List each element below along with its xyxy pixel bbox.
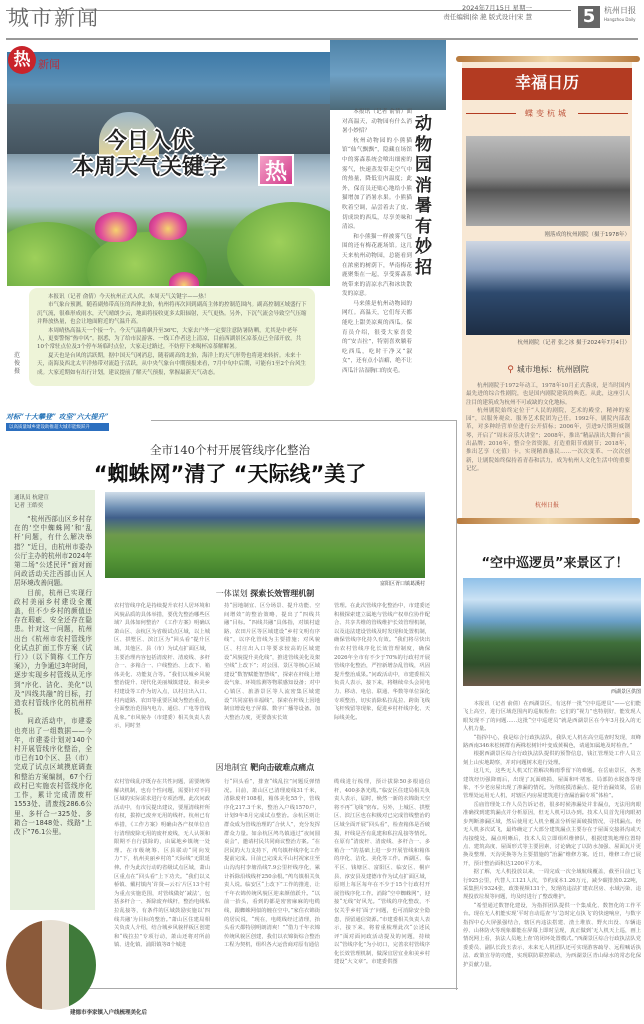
weather-paragraph: 市气象台预测，随着副热带高压的西伸北抬，杭州将再次回到副高主体的控制范围内。副高控制区域盛行下沉气流，很难形成雨水，天气晴朗少云，地面将接收更多太阳辐射，天气更热。另外，下沉气流会导致空气压缩并释放热量，也会让地面附近的气温升高。 [37,302,307,326]
hero-headline [44,129,254,181]
section-title: 城市新闻 [8,6,100,30]
drone-paragraph: 据了解，无人机投放以来，一周完成一次全域航线覆盖，截至目前已飞行925公里，代替人工121人次，节约成本1.26万元，减少碳排放0.22吨，采集照片9324张，政策视频131个，发现的违法扩建农居房、水域污染、违规投放垃圾等问题，均及时进行了整改维护。 [463,869,641,901]
drone-headline: “空中巡逻员”来景区了！ [481,556,629,571]
article-kicker: 全市140个村开展管线序化整治 [150,443,310,457]
hot-news-label: 新闻 [38,58,60,71]
drone-paragraph: 本报讯（记者 俞倩）在西湖景区，有这样一批“空中巡逻员”——它们能飞上高空，进行区域范围内的巡航检查；它们的“视力”也特别好，能发现人眼发现不了的问题……这批“空中巡逻员”就是西湖景区在今年3月投入的无人机力量。 [463,701,641,733]
landscape-caption: 富阳区胥口镇葛溪村 [379,581,425,587]
sidebar-paragraph: 目前，杭州已实现行政村美丽乡村建设全覆盖，但不少乡村的颜值还存在瑕疵、安全还存在隐患。针对这一问题，杭州出台《杭州市农村管线序化试点扩面工作方案（试行）》（以下简称《工作方案》），力争通过3年时间，逐步实现乡村管线从无序到“序化、洁化、美化”以及“四线共融”的目标，打造农村管线序化的杭州样板。 [14,588,92,717]
drone-paragraph: 岳庙管理处工作人员告诉记者，很多时候渗漏处并非漏点，无法用肉眼准确找到建筑漏点并分析原因，但无人机可以办到。技术人员首先用肉眼初步判断渗漏区域，然后使用无人机全覆盖分析屋面破损情况，寻找漏点。经无人机多次试飞，最终确定了大部分建筑漏点主要存在于屋面交接斜沟或天沟接缝处。漏点明晰后，技术人员立即组织维修队，根据建筑地理位置特点、建筑高度、屋面形式等主要因素，讨论确定了以防水加强、屋面瓦片更换及整理、天沟更换等为主要措施的“治漏”维修方案。近日，维修工作已展开，预计整治面积达1200平方米。 [463,801,641,867]
landscape-photo [105,492,425,578]
zoo-article [342,108,412,377]
drone-article [463,700,641,1020]
calendar-title: 幸福日历 [514,73,579,92]
zoo-headline: 动物园消暑有妙招 [415,114,432,278]
byline-correspondent: 通讯员 杭建宣 [14,495,49,501]
series-tag-subtitle: 以高质量城乡建设助推超大城市能级跃升 [6,423,109,431]
drone-paragraph: 根据西湖景区综合行政执法队提供的预警信息，钱江管理处工作人员立刻上山实地勘察，并对问题树木进行处理。 [463,751,641,766]
calendar-paragraph: 杭州剧院于1972年动工，1978年10月正式落成，是当时国内最先进的综合性剧院，也是国内剧院建筑的典范。从此，这座引人注目的建筑成为杭州不可或缺的文化地标。 [466,383,630,406]
subhead-2-prefix: 因地制宜 [215,763,248,772]
zoo-paragraph: 本报讯（记者 俞倩）面对高温天，动物园有什么消暑小妙招？ [342,109,412,135]
old-theater-photo [466,136,630,226]
lotus-flower [149,212,187,240]
hero-headline-line2: 本周天气关键字 [71,155,226,180]
lotus-flower [95,212,137,242]
circle-photo-village [6,920,96,1010]
subhead-1-prefix: 一体谋划 [215,589,248,598]
new-photo-caption: 杭州剧院（记者 张之冰 摄于2024年7月4日） [517,340,630,346]
article-frame-bottom [46,988,458,989]
circle-photo-caption: 建德市李家镇入户线梳理美化后 [70,1010,148,1016]
article-column: 农村管线序化是持续提升农村人居环境和风貌品质的具体举措，要优先整治哪些区域？具体如何整治？《工作方案》明确以萧山区、余杭区为省级试点区域，以上城区、拱墅区、滨江区为“回头看”提升区域，其他区、县（市）为试点扩面区域，主要治理内容包括清废杆、清废线、多杆合一、多箱合一、户线整治、上改下、箱体美化、功能复合等。“我们以城乡风貌整治提升、现代化美丽城镇建设、和美乡村建设等工作为切入点，以村庄出入口、村内道路、农田等重要区域为整治重点，全面整治范围内电力、通信、广电等管线乱象。”市风貌办（市建委）相关负责人表示，同时坚 [114,603,210,730]
hero-photo-credit: 范俊 摄 [14,352,21,375]
article-column: 行“回头看”，排查“线乱拉”问题反弹情况。目前，萧山区已清理废线31千米，清除废杆108根，箱体美化55个，管线序化217.3千米，整治入户线1570户，计划9年8月完成试点整治。余杭区则让群众成为管线治理的“合伙人”，充分发挥群众力量。如余杭区鸬鸟镇通过“夜间圆桌会”，邀请村民共同商议整治方案。“在居民的大力支持下，鸬鸟镇杆线序化工作提前完成。目前已完成太平山村祝家庄至山沟沟村李塘沿线7.9公里杆线序化，累计拆除沿线线杆250余根。”鸬鸟镇相关负责人说。临安区“上改下”工作的推进，让千年衣锦传统风貌区迎来颜值跃升。“以前一抬头，看到的都是密密麻麻的电缆线，跟蜘蛛网似的缠在空中。”家住衣锦街的居民说，“现在，电缆线经过清理，抬头看天都特别明朗清爽！”“借力千年衣锦传统风貌区创建，我们以衣锦街综合整治工程为契机，组织各大运营商对原有通信 [224,779,320,949]
drone-paragraph: 这几天，这些无人机又忙着解决梅雨季留下的难题。在岳庙景区，各类建筑经历强降雨后，出现了瓦面破损、屋面和叶堵塞、局部防水脱落等现象，不少老房屋出现了渗漏的情况。为彻底摸清漏点、提升治漏效果，岳庙管理处运用无人机，对辖区内房屋建筑进行查漏治漏专项“体检”。 [463,768,641,800]
old-photo-caption: 刚落成的杭州剧院（摄于1978年） [544,232,630,238]
drone-paragraph: “指挥中心，我是综合行政执法队，我队无人机在高空巡查时发现，双峰路西南346米松树群有两株松树针叶变成黄褐色，请通知属地及时检查。” [463,734,641,750]
zoo-paragraph: 马来熊是杭州动物园的网红。高温天，它们每天都能吃上甜美凉爽的西瓜。保育员介绍，很受大家喜爱的“安吉拉”，特别喜欢躺着吃西瓜，吃时干净又“淑女”，还有点小洁癖，绝不让西瓜汁沾湿胸口的皮毛。 [342,300,412,375]
scroll-rod-top [456,56,640,62]
masthead-logo [604,6,636,24]
lotus-leaf [227,202,330,286]
calendar-subtitle: 蝶变杭城 [525,109,569,118]
subhead-1-main: 探索长效管理机制 [250,589,315,598]
sidebar-paragraph: 问政活动中，市建委也亮出了一组数据——今年，市建委计划对140个村开展管线序化整治，全市已有10个区、县（市）完成了试点区域摸底调查和整治方案编制，67个行政村已实施农村管线序化工作，累计完成清废杆1553处、清废线286.6公里、多杆合一325处、多箱合一1848处、线路“上改下”76.1公里。 [14,717,92,836]
weather-paragraph: 本报讯（记者 俞倩）今天杭州正式入伏。本周天气关键字——热！ [48,294,210,300]
calendar-signature: 杭州日报 [534,502,559,509]
subhead-2-main: 靶向击破难点痛点 [250,763,315,772]
location-pin-icon: ⚲ [507,365,514,375]
editor-credits: 责任编辑|徐 滟 版式设计|宋 慧 [443,13,532,21]
scroll-rod-bottom [456,518,640,524]
landmark-heading [466,364,630,375]
subhead-1 [105,588,425,599]
sidebar-text [14,515,92,837]
weather-article [29,288,315,386]
zoo-photo [330,40,446,110]
article-column: 持“因地制宜、区分场景、提升功能、空间增效”的整治策略，提出了“四线共融”目标。“四线共融”具体指，对镇村道路、农田片区等区域建设“乡村文明有序线”，以序化管线为主要措施；对风貌区、村庄出入口等要求较高的区域建设“风貌提升美化线”，推进管线美化及架空线“上改下”；对公园、景区等核心区域建设“数智赋能智慧线”，探索在杆线上增设气象、环境监测等物联感知设备；对中心镇区、旅游景区等人流密集区域建设“共同富裕幸福线”，探索在杆线上因地制宜增设电子屏幕、数字广播等设备。加大整治力度，更要落实长效 [224,603,320,721]
article-column: 管理。在此次管线序化整治中，市建委还积极探索建立属地与管线产权单位协作配合、共享共维的管线维护长效管理机制，以及违法建设管线及时发现和处置机制，确保管线序化持久有效。“我们将尽快出台农村管线序化长效管理制度，确保2026年全市有不少于70%的行政村开展管线序化整治，严控新增杂乱管线，巩固提升整治成果。”问政活动中，市建委相关负责人表示，接下来，将继续牵头会同电力、移动、电信、联通、华数等单位深化专项整治，切实消除私拉乱拉、跨街飞线飞杆残留等现象，促进乡村杆线序化、天际线美化。 [334,603,430,721]
series-tag-title: 对标“十大攀登” 攻坚“六大提升” [6,412,109,421]
hero-keyword: 热 [258,154,294,186]
drone-paragraph: “希望通过数智化建设，为指挥团队提供一个集成化、数智化的工作平台。现在无人机能实现‘平时自动巡查’与‘急时定点执飞’的快速响应，与数字指挥中心大屏强强结合，辖区内违法搭建、渣土堆放、野火出没、车辆违停、山林防火等现象都能在屏幕上即时呈现，真正做到‘无人机天上巡，画上情况网上看，执法人员地上查’的闭环处置模式。”西湖景区综合行政执法队党委委员、副队长段玉表示，未来无人机团队还可实现游客疏导、远程喊话执法、政策宣导的功能，实现联防联控联动，为西湖景区青山绿水的常态化保护贡献力量。 [463,902,641,968]
drone-photo [463,578,641,686]
article-column: 农村管线乱序既存在共性问题，需要统筹解决机制，也有个性问题，需要针对不同区域的实际需求进行专项治理。此次问政活动中，有市民提出建议，要厘清线杆所有权，拔掉已废弃无用的线杆。杭州已有举措，《工作方案》明确由各产权单位自行清理废除无用的废杆废线，无人认领和限期不自行拔除的，由属地乡镇统一处理。在市级统筹、区县联动“同向发力”下，杭州美丽乡村的“天际线”无限延伸。作为此次行动的省级试点区域，萧山区重点在“回头看”上下功夫。“我们以义桥镇、戴村镇内‘许贤—云石’片区13个村为重点实施范围，对管线做好‘减法’，包括多杆合一、拆除废弃线杆，整治电线私拉乱接等，有条件的区域鼓励实施以‘四线共融’为目标的整治。”萧山区住建局相关负责人介绍，结合城乡风貌样板区创建和“线拉拉”专项行动，萧山还将对所前镇、进化镇、浦阳镇等8个城进 [114,779,210,949]
masthead-name: 杭州日报 [604,6,636,15]
landmark-label: 城市地标：杭州剧院 [516,365,589,374]
weather-paragraph: 本周晴热高温天一个接一个。今天气温将飙升至36℃，大家去户外一定要注意防暑防晒，尤其是中老年人，更要警惕“热中风”。据悉，为了给市民游客、一线工作者送上清凉，目前西湖景区凉茶点已全部开放，共10个常驻点位及3个停车场临时点位，大家走过路过，不妨停下来喝杯凉茶解解暑。 [37,327,302,351]
issue-info [443,4,532,22]
zoo-paragraph: 和小熊猫一样被雾气包围的还有梅花鹿场馆。这几天来杭州动物园，总能看到在浓密的树荫下，华南梅花鹿聚集在一起，享受雾森系统带来的清凉水汽和冰块散发的凉意。 [342,233,412,298]
subhead-2 [105,762,425,773]
series-tag [6,412,109,431]
header-divider [6,38,638,40]
new-theater-photo [466,241,630,335]
article-column: 缆线进行梳理，预计拔除50多根通信杆，400多条光缆。”临安区住建局相关负责人表示，届时，焕然一新的衣锦街天空将不再“飞线”密布。另外，上城区、拱墅区、滨江区也在积极对已完成管线整治的区域全面开展“回头看”，检查箱体是否破损，杆线是否有乱建和私拉乱接等情况。在原有“清废杆、清废线、多杆合一、多箱合一”的基础上进一步开展管线和箱体的序化、洁化、美化等工作。西湖区、临平区、钱塘区、富阳区、临安区、桐庐县、淳安县及建德市作为试点扩面区域，原则上每区每年在不少于15个行政村开展管线序化工作。消除“空中蜘蛛网”，迎接“无线”好风光。“管线的序化整改，不仅关乎乡村‘面子’问题，也可消除安全隐患，预留通信资源。”市建委相关负责人表示，接下来，将着重梳理此次“公述民评”面对面问政活动提及的问题，持续以“管线序化”为小切口，完善农村管线序化长效管理机制，做深宜居宜业和美乡村建设“大文章”。市建委供图 [334,779,430,966]
weather-paragraph: 夏天也是台风的活跃期，据中国天气网消息，随着副高的北抬，海洋上的天气形势也将迎来转折。未来十天，南海及西北太平洋热带对流趋于活跃，从中央气象台中期预报来看，7月中旬中后期，可能有1至2个台风生成。大家近期如有出行计划，建议提前了解天气预报，掌握最新天气动态。 [37,352,307,376]
article-byline [14,494,94,510]
calendar-article [466,382,630,473]
byline-reporter: 记者 王皓奕 [14,503,44,509]
page-number: 5 [578,6,600,28]
drone-photo-caption: 西湖景区供图 [610,689,641,695]
masthead-english: Hangzhou Daily [604,17,636,22]
sidebar-paragraph: “杭州西部山区乡村存在的‘空中蜘蛛网’和‘乱杆’问题，有什么解决举措？”近日，由杭州市委办公厅主办的杭州市2024年第二场“公述民评”面对面问政活动关注西部山区人居环境改善问题。 [14,515,92,588]
calendar-paragraph: 杭州剧院始终定位于“人民的剧院，艺术的殿堂，精神的家园”，以服务观众、服务艺术院团为己任。1992年，剧院内部改革，对多种经营单位进行公开招标；2006年，引进9尺斯坦威钢琴，开启了“周末音乐大讲堂”；2008年，推出“精品演出大舞台”演出品牌；2016年，整合全省资源，打造重阳节戏剧节；2018年，推出艺享（充值）卡，实现精准惠民……一次次变革、一次次创新，让剧院始终保持着青春和活力，成为杭州人文化生活中的重要记忆。 [466,407,630,472]
hot-news-badge: 热 [8,46,36,74]
zoo-paragraph: 杭州动物园的小熊猫馆“仙气飘飘”，隐藏在场馆中的雾森系统会喷出细密的雾气，快速蒸发带走空气中的热量，降低室内温度；此外，保育员还贴心地给小熊猫增加了消暑水果。小熊猫吹着空调，品尝着去了皮、切成块的西瓜，尽享美味和清凉。 [342,137,412,231]
article-headline: “蜘蛛网”清了 “天际线”美了 [93,462,367,486]
hero-headline-line1: 今日入伏 [104,129,193,154]
issue-date: 2024年7月15日 星期一 [461,4,532,12]
